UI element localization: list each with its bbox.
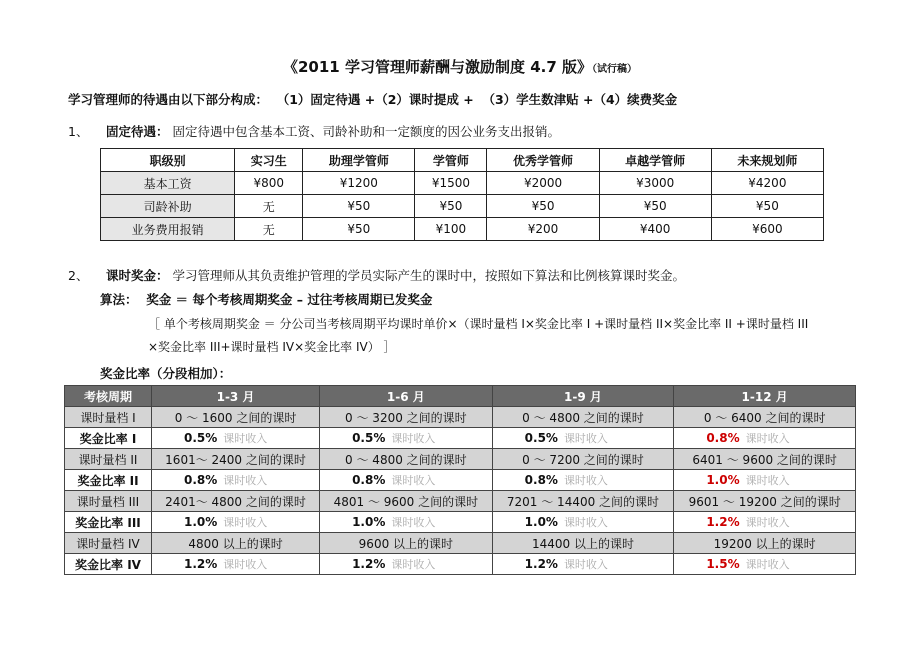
rate-suffix: 课时收入 (563, 432, 608, 445)
table-cell: ¥50 (599, 195, 711, 218)
table-cell: 7201 ～ 14400 之间的课时 (492, 491, 674, 512)
rate-value: 1.5% (706, 557, 740, 571)
table-cell (152, 554, 320, 575)
table-cell: ¥50 (303, 195, 415, 218)
table-cell: ¥600 (711, 218, 823, 241)
bonus-formula: 算法： 奖金 ＝ 每个考核周期奖金 – 过往考核周期已发奖金 (100, 292, 433, 307)
table-row (65, 428, 856, 449)
section-text: 学习管理师从其负责维护管理的学员实际产生的课时中，按照如下算法和比例核算课时奖金。 (172, 268, 685, 283)
rate-value: 0.5% (352, 431, 386, 445)
rate-suffix: 课时收入 (391, 432, 436, 445)
table-row (65, 449, 856, 470)
table-header-cell: 助理学管师 (303, 149, 415, 172)
row-label: 课时量档 III (65, 491, 152, 512)
rate-suffix: 课时收入 (223, 474, 268, 487)
table-cell (492, 512, 674, 533)
row-label: 课时量档 I (65, 407, 152, 428)
intro-line: 学习管理师的待遇由以下部分构成： （1）固定待遇 +（2）课时提成 + （3）学生数津贴 +（4）续费奖金 (68, 92, 678, 107)
table-row (65, 533, 856, 554)
table-row (65, 554, 856, 575)
table-cell (152, 470, 320, 491)
rate-value: 1.2% (706, 515, 740, 529)
table-header-cell: 1-3 月 (152, 386, 320, 407)
row-label: 奖金比率 IV (65, 554, 152, 575)
table-cell: ¥4200 (711, 172, 823, 195)
section-hour-bonus (68, 266, 685, 284)
row-label: 司龄补助 (101, 195, 235, 218)
rate-value: 0.8% (706, 431, 740, 445)
rate-value: 0.8% (352, 473, 386, 487)
table-cell: 4801 ～ 9600 之间的课时 (320, 491, 493, 512)
document-title (0, 56, 920, 77)
table-cell: 1601～ 2400 之间的课时 (152, 449, 320, 470)
table-cell (320, 428, 493, 449)
rate-value: 0.8% (184, 473, 218, 487)
rate-suffix: 课时收入 (223, 516, 268, 529)
table-header-cell: 学管师 (415, 149, 487, 172)
table-cell: ¥200 (487, 218, 599, 241)
table-cell (152, 512, 320, 533)
bonus-ratio-table (64, 385, 856, 575)
table-cell: 14400 以上的课时 (492, 533, 674, 554)
table-cell: 0 ～ 4800 之间的课时 (492, 407, 674, 428)
table-cell: ¥2000 (487, 172, 599, 195)
table-row (65, 512, 856, 533)
table-cell: 4800 以上的课时 (152, 533, 320, 554)
section-number: 2、 (68, 268, 89, 283)
row-label: 基本工资 (101, 172, 235, 195)
section-heading: 固定待遇： (105, 124, 169, 139)
section-text: 固定待遇中包含基本工资、司龄补助和一定额度的因公业务支出报销。 (172, 124, 560, 139)
table-cell (320, 554, 493, 575)
row-label: 业务费用报销 (101, 218, 235, 241)
table-cell: ¥400 (599, 218, 711, 241)
rate-suffix: 课时收入 (391, 516, 436, 529)
rate-value: 1.0% (184, 515, 218, 529)
rate-suffix: 课时收入 (223, 432, 268, 445)
rate-suffix: 课时收入 (563, 516, 608, 529)
table-cell: 9601 ～ 19200 之间的课时 (674, 491, 856, 512)
table-cell: ¥50 (415, 195, 487, 218)
section-number: 1、 (68, 124, 89, 139)
table-cell: ¥100 (415, 218, 487, 241)
table-cell (674, 512, 856, 533)
table-cell: 0 ～ 7200 之间的课时 (492, 449, 674, 470)
table-cell (674, 554, 856, 575)
table-row (65, 491, 856, 512)
table-row (101, 195, 824, 218)
table-header-cell: 1-12 月 (674, 386, 856, 407)
section-fixed-pay (68, 122, 560, 140)
title-main: 《2011 学习管理师薪酬与激励制度 4.7 版》 (283, 58, 592, 76)
ratio-label: 奖金比率（分段相加）： (100, 366, 232, 381)
rate-suffix: 课时收入 (563, 558, 608, 571)
table-cell (492, 428, 674, 449)
table-cell: ¥50 (303, 218, 415, 241)
rate-suffix: 课时收入 (745, 516, 790, 529)
table-cell (320, 470, 493, 491)
rate-suffix: 课时收入 (391, 558, 436, 571)
table-cell: 无 (235, 195, 303, 218)
row-label: 课时量档 II (65, 449, 152, 470)
table-header-cell: 优秀学管师 (487, 149, 599, 172)
rate-value: 1.0% (706, 473, 740, 487)
rate-suffix: 课时收入 (745, 432, 790, 445)
rate-value: 1.0% (352, 515, 386, 529)
table-cell: ¥50 (487, 195, 599, 218)
table-cell: ¥1500 (415, 172, 487, 195)
table-row (101, 172, 824, 195)
row-label: 奖金比率 III (65, 512, 152, 533)
table-cell: 0 ～ 6400 之间的课时 (674, 407, 856, 428)
table-row (101, 218, 824, 241)
formula-detail-line-1: ［ 单个考核周期奖金 ＝ 分公司当考核周期平均课时单价×（课时量档 I×奖金比率 I +课时量档 II×奖金比率 II +课时量档 III (148, 317, 809, 331)
rate-value: 1.2% (352, 557, 386, 571)
table-cell: ¥800 (235, 172, 303, 195)
rate-suffix: 课时收入 (745, 558, 790, 571)
table-cell: 0 ～ 4800 之间的课时 (320, 449, 493, 470)
rate-suffix: 课时收入 (223, 558, 268, 571)
rate-suffix: 课时收入 (745, 474, 790, 487)
table-row (65, 407, 856, 428)
title-sub: （试行稿） (592, 64, 637, 75)
table-header-cell: 1-6 月 (320, 386, 493, 407)
table-header-cell: 实习生 (235, 149, 303, 172)
table-header-cell: 未来规划师 (711, 149, 823, 172)
fixed-pay-table (100, 148, 824, 241)
rate-suffix: 课时收入 (391, 474, 436, 487)
formula-detail-line-2: ×奖金比率 III+课时量档 IV×奖金比率 IV） ］ (148, 340, 396, 354)
table-cell: 6401 ～ 9600 之间的课时 (674, 449, 856, 470)
row-label: 奖金比率 II (65, 470, 152, 491)
table-cell (320, 512, 493, 533)
table-cell (674, 470, 856, 491)
table-header-cell: 1-9 月 (492, 386, 674, 407)
rate-value: 0.5% (524, 431, 558, 445)
table-cell: 0 ～ 1600 之间的课时 (152, 407, 320, 428)
rate-value: 1.2% (524, 557, 558, 571)
rate-suffix: 课时收入 (563, 474, 608, 487)
table-header-cell: 职级别 (101, 149, 235, 172)
rate-value: 0.5% (184, 431, 218, 445)
table-header-cell: 卓越学管师 (599, 149, 711, 172)
table-cell (674, 428, 856, 449)
table-cell (492, 470, 674, 491)
table-header-cell: 考核周期 (65, 386, 152, 407)
table-cell: 0 ～ 3200 之间的课时 (320, 407, 493, 428)
table-cell: 19200 以上的课时 (674, 533, 856, 554)
row-label: 奖金比率 I (65, 428, 152, 449)
rate-value: 0.8% (524, 473, 558, 487)
table-cell: 2401～ 4800 之间的课时 (152, 491, 320, 512)
table-row (65, 470, 856, 491)
table-cell: 9600 以上的课时 (320, 533, 493, 554)
row-label: 课时量档 IV (65, 533, 152, 554)
table-cell (492, 554, 674, 575)
rate-value: 1.2% (184, 557, 218, 571)
table-cell: ¥1200 (303, 172, 415, 195)
table-cell (152, 428, 320, 449)
table-cell: ¥50 (711, 195, 823, 218)
table-cell: 无 (235, 218, 303, 241)
section-heading: 课时奖金： (105, 268, 169, 283)
table-cell: ¥3000 (599, 172, 711, 195)
rate-value: 1.0% (524, 515, 558, 529)
